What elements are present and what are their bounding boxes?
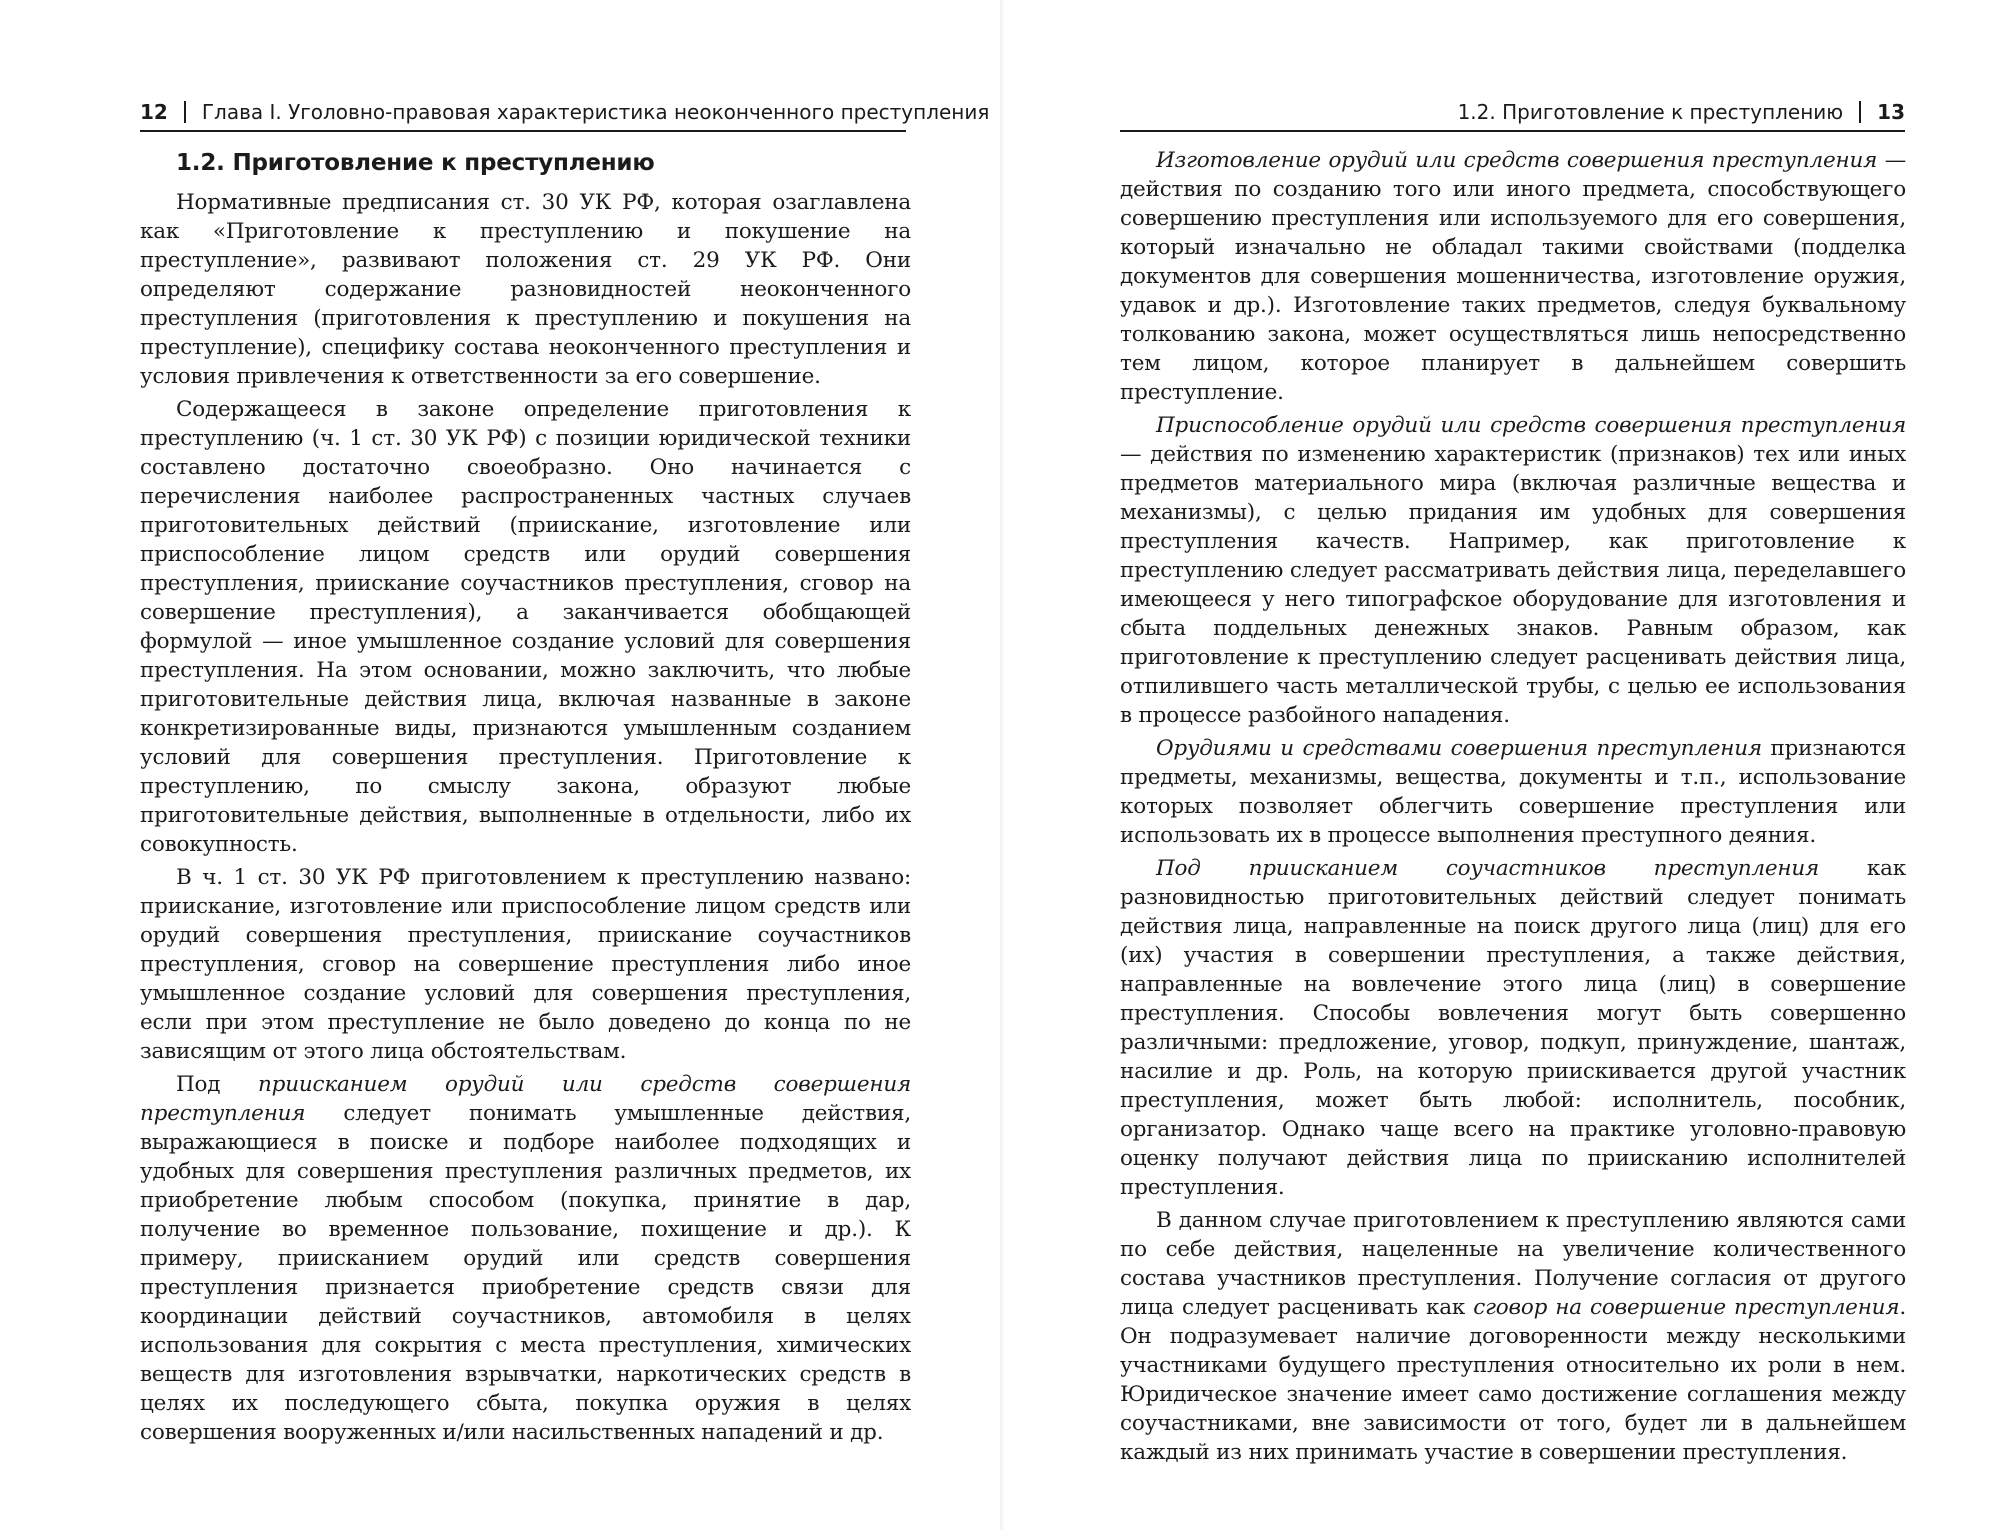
page-number: 12 <box>140 100 168 124</box>
running-head-separator <box>184 101 186 123</box>
running-head-right <box>1120 98 1905 132</box>
paragraph <box>1120 1206 1906 1467</box>
paragraph <box>1120 146 1906 407</box>
right-page <box>1000 0 2000 1530</box>
text-run: признаются предметы, механизмы, вещества, документы и т.п., использование которых позволяет облегчить совершение преступления или использовать их в процессе выполнения преступного деяния. <box>1120 736 1906 848</box>
paragraph <box>140 188 911 391</box>
text-run: как разновидностью приготовительных действий следует понимать действия лица, направленные на поиск другого лица (лиц) для его (их) участия в совершении преступления, а также действия, направленные на вовлечение этого лица (лиц) в совершение преступления. Способы вовлечения могут быть совершенно различными: предложение, уговор, подкуп, принуждение, шантаж, насилие и др. Роль, на которую приискивается другой участник преступления, может быть любой: исполнитель, пособник, организатор. Однако чаще всего на практике уголовно-правовую оценку получают действия лица по приисканию исполнителей преступления. <box>1120 856 1906 1200</box>
text-run: — действия по созданию того или иного предмета, способствующего совершению преступления или используемого для его совершения, который изначально не обладал такими свойствами (подделка документов для совершения мошенничества, изготовление оружия, удавок и др.). Изготовление таких предметов, следуя буквальному толкованию закона, может осуществляться лишь непосредственно тем лицом, которое планирует в дальнейшем совершить преступление. <box>1120 148 1907 405</box>
paragraph <box>1120 411 1906 730</box>
italic-term: Орудиями и средствами совершения преступления <box>1156 736 1762 761</box>
running-head-title: Глава I. Уголовно-правовая характеристика неоконченного преступления <box>201 100 990 124</box>
page-number: 13 <box>1877 100 1905 124</box>
text-run: В ч. 1 ст. 30 УК РФ приготовлением к преступлению названо: приискание, изготовление или приспособление лицом средств или орудий совершения преступления, приискание соучастников преступления, сговор на совершение преступления либо иное умышленное создание условий для совершения преступления, если при этом преступление не было доведено до конца по не зависящим от этого лица обстоятельствам. <box>140 865 911 1064</box>
text-run: Нормативные предписания ст. 30 УК РФ, которая озаглавлена как «Приготовление к преступлению и покушение на преступление», развивают положения ст. 29 УК РФ. Они определяют содержание разновидностей неоконченного преступления (приготовления к преступлению и покушения на преступление), специфику состава неоконченного преступления и условия привлечения к ответственности за его совершение. <box>140 190 911 389</box>
text-run: В данном случае приготовлением к преступлению являются сами по себе действия, нацеленные на увеличение количественного состава участников преступления. Получение согласия от другого лица следует расценивать как <box>1120 1208 1906 1320</box>
running-head-separator <box>1859 101 1861 123</box>
text-run: следует понимать умышленные действия, выражающиеся в поиске и подборе наиболее подходящих и удобных для совершения преступления различных предметов, их приобретение любым способом (покупка, принятие в дар, получение во временное пользование, похищение и др.). К примеру, приисканием орудий или средств совершения преступления признается приобретение средств связи для координации действий соучастников, автомобиля в целях использования для сокрытия с места преступления, химических веществ для изготовления взрывчатки, наркотических средств в целях их последующего сбыта, покупка оружия в целях совершения вооруженных и/или насильственных нападений и др. <box>140 1101 911 1445</box>
running-head-title: 1.2. Приготовление к преступлению <box>1457 100 1844 124</box>
paragraph <box>1120 854 1906 1202</box>
body-text-left <box>140 146 911 1447</box>
running-head-left <box>140 98 990 132</box>
text-run: Под <box>176 1072 258 1097</box>
section-title: 1.2. Приготовление к преступлению <box>176 150 655 176</box>
text-run: . Он подразумевает наличие договоренности между несколькими участниками будущего преступления относительно их роли в нем. Юридическое значение имеет само достижение соглашения между соучастниками, вне зависимости от того, будет ли в дальнейшем каждый из них принимать участие в совершении преступления. <box>1120 1295 1906 1465</box>
paragraph <box>140 1070 911 1447</box>
paragraph <box>140 863 911 1066</box>
paragraph <box>1120 734 1906 850</box>
italic-term: Под приисканием соучастников преступления <box>1156 856 1820 881</box>
body-text-right <box>1120 146 1906 1467</box>
text-run: — действия по изменению характеристик (признаков) тех или иных предметов материального мира (включая различные вещества и механизмы), с целью придания им удобных для совершения преступления качеств. Например, как приготовление к преступлению следует рассматривать действия лица, переделавшего имеющееся у него типографское оборудование для изготовления и сбыта поддельных денежных знаков. Равным образом, как приготовление к преступлению следует расценивать действия лица, отпилившего часть металлической трубы, с целью ее использования в процессе разбойного нападения. <box>1120 442 1906 728</box>
italic-term: приисканием орудий или средств совершения преступления <box>140 1072 912 1126</box>
text-run: Содержащееся в законе определение приготовления к преступлению (ч. 1 ст. 30 УК РФ) с позиции юридической техники составлено достаточно своеобразно. Оно начинается с перечисления наиболее распространенных частных случаев приготовительных действий (приискание, изготовление или приспособление лицом средств или орудий совершения преступления, приискание соучастников преступления, сговор на совершение преступления), а заканчивается обобщающей формулой — иное умышленное создание условий для совершения преступления. На этом основании, можно заключить, что любые приготовительные действия лица, включая названные в законе конкретизированные виды, признаются умышленным созданием условий для совершения преступления. Приготовление к преступлению, по смыслу закона, образуют любые приготовительные действия, выполненные в отдельности, либо их совокупность. <box>140 397 911 857</box>
italic-term: Изготовление орудий или средств совершения преступления <box>1156 148 1878 173</box>
italic-term: Приспособление орудий или средств совершения преступления <box>1156 413 1906 438</box>
paragraph <box>140 395 911 859</box>
italic-term: сговор на совершение преступления <box>1473 1295 1900 1320</box>
